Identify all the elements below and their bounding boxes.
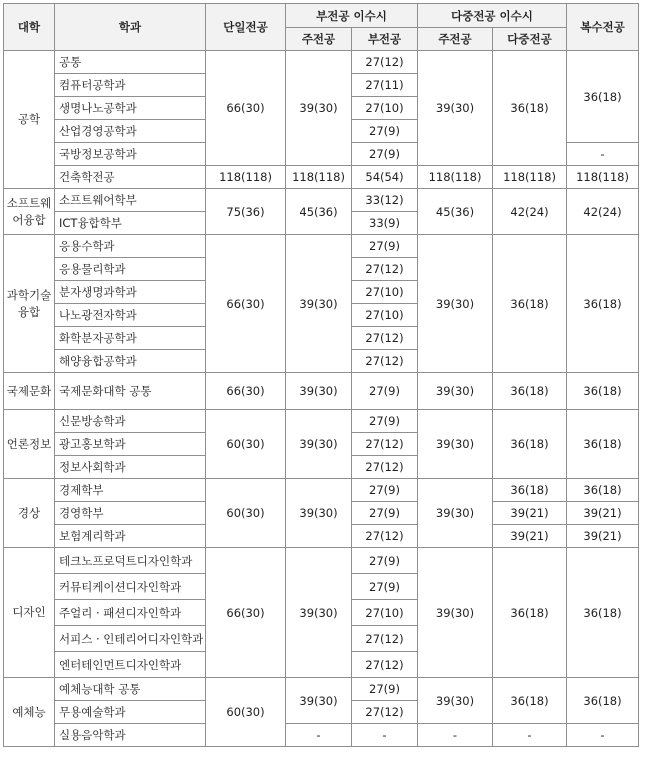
department-cell: 공통: [55, 51, 206, 74]
dual-major-cell: 118(118): [567, 166, 639, 189]
main-major-cell: -: [286, 724, 352, 747]
single-major-cell: 66(30): [206, 235, 286, 373]
header-minor-group: 부전공 이수시: [286, 4, 418, 28]
header-main-major-2: 주전공: [418, 28, 493, 51]
minor-cell: 27(10): [352, 600, 418, 626]
department-cell: 실용음악학과: [55, 724, 206, 747]
university-arts-sports: 예체능: [4, 678, 55, 747]
main-major-cell: 39(30): [286, 548, 352, 678]
department-cell: 국제문화대학 공통: [55, 373, 206, 410]
single-major-cell: 60(30): [206, 479, 286, 548]
double-major-cell: -: [493, 724, 567, 747]
department-cell: 정보사회학과: [55, 456, 206, 479]
single-major-cell: 60(30): [206, 410, 286, 479]
department-cell: 서피스 · 인테리어디자인학과: [55, 626, 206, 652]
department-cell: 광고홍보학과: [55, 433, 206, 456]
minor-cell: 27(11): [352, 74, 418, 97]
minor-cell: 27(12): [352, 327, 418, 350]
minor-cell: 27(9): [352, 143, 418, 166]
header-double-group: 다중전공 이수시: [418, 4, 567, 28]
dual-major-cell: 39(21): [567, 525, 639, 548]
main-major-cell: 39(30): [286, 235, 352, 373]
single-major-cell: 66(30): [206, 373, 286, 410]
header-university: 대학: [4, 4, 55, 51]
minor-cell: 27(9): [352, 548, 418, 574]
department-cell: 국방정보공학과: [55, 143, 206, 166]
department-cell: ICT융합학부: [55, 212, 206, 235]
dual-major-cell: 42(24): [567, 189, 639, 235]
department-cell: 화학분자공학과: [55, 327, 206, 350]
university-software: 소프트웨어융합: [4, 189, 55, 235]
single-major-cell: 118(118): [206, 166, 286, 189]
minor-cell: 27(9): [352, 410, 418, 433]
dual-major-cell: 36(18): [567, 548, 639, 678]
minor-cell: 27(9): [352, 373, 418, 410]
double-major-cell: 36(18): [493, 479, 567, 502]
university-media: 언론정보: [4, 410, 55, 479]
header-minor: 부전공: [352, 28, 418, 51]
single-major-cell: 60(30): [206, 678, 286, 747]
dual-major-cell: 36(18): [567, 373, 639, 410]
minor-cell: 27(12): [352, 258, 418, 281]
main-major-2-cell: 39(30): [418, 410, 493, 479]
department-cell: 응용수학과: [55, 235, 206, 258]
header-double-major: 다중전공: [493, 28, 567, 51]
department-cell: 산업경영공학과: [55, 120, 206, 143]
minor-cell: 27(12): [352, 701, 418, 724]
main-major-2-cell: 39(30): [418, 51, 493, 166]
minor-cell: 33(9): [352, 212, 418, 235]
minor-cell: 33(12): [352, 189, 418, 212]
minor-cell: 27(9): [352, 479, 418, 502]
main-major-cell: 39(30): [286, 373, 352, 410]
header-department: 학과: [55, 4, 206, 51]
minor-cell: 27(9): [352, 574, 418, 600]
university-intl-culture: 국제문화: [4, 373, 55, 410]
department-cell: 응용물리학과: [55, 258, 206, 281]
minor-cell: 27(9): [352, 502, 418, 525]
main-major-2-cell: -: [418, 724, 493, 747]
department-cell: 신문방송학과: [55, 410, 206, 433]
double-major-cell: 118(118): [493, 166, 567, 189]
university-design: 디자인: [4, 548, 55, 678]
department-cell: 경영학부: [55, 502, 206, 525]
department-cell: 보험계리학과: [55, 525, 206, 548]
double-major-cell: 39(21): [493, 502, 567, 525]
department-cell: 건축학전공: [55, 166, 206, 189]
double-major-cell: 36(18): [493, 235, 567, 373]
minor-cell: 27(10): [352, 304, 418, 327]
minor-cell: 27(10): [352, 281, 418, 304]
department-cell: 경제학부: [55, 479, 206, 502]
dual-major-cell: 36(18): [567, 235, 639, 373]
university-business: 경상: [4, 479, 55, 548]
minor-cell: 27(9): [352, 235, 418, 258]
department-cell: 엔터테인먼트디자인학과: [55, 652, 206, 678]
minor-cell: 27(10): [352, 97, 418, 120]
double-major-cell: 39(21): [493, 525, 567, 548]
header-main-major: 주전공: [286, 28, 352, 51]
minor-cell: 27(12): [352, 626, 418, 652]
header-dual-major: 복수전공: [567, 4, 639, 51]
minor-cell: -: [352, 724, 418, 747]
main-major-cell: 118(118): [286, 166, 352, 189]
main-major-cell: 39(30): [286, 479, 352, 548]
department-cell: 무용예술학과: [55, 701, 206, 724]
double-major-cell: 36(18): [493, 373, 567, 410]
main-major-cell: 39(30): [286, 410, 352, 479]
university-engineering: 공학: [4, 51, 55, 189]
main-major-cell: 45(36): [286, 189, 352, 235]
department-cell: 분자생명과학과: [55, 281, 206, 304]
main-major-2-cell: 39(30): [418, 678, 493, 724]
main-major-2-cell: 39(30): [418, 373, 493, 410]
dual-major-cell: 36(18): [567, 51, 639, 143]
double-major-cell: 42(24): [493, 189, 567, 235]
double-major-cell: 36(18): [493, 678, 567, 724]
main-major-cell: 39(30): [286, 678, 352, 724]
double-major-cell: 36(18): [493, 548, 567, 678]
minor-cell: 27(12): [352, 525, 418, 548]
department-cell: 테크노프로덕트디자인학과: [55, 548, 206, 574]
main-major-2-cell: 39(30): [418, 548, 493, 678]
department-cell: 주얼리 · 패션디자인학과: [55, 600, 206, 626]
main-major-cell: 39(30): [286, 51, 352, 166]
main-major-2-cell: 39(30): [418, 235, 493, 373]
department-cell: 컴퓨터공학과: [55, 74, 206, 97]
department-cell: 해양융합공학과: [55, 350, 206, 373]
minor-cell: 27(9): [352, 678, 418, 701]
dual-major-cell: 39(21): [567, 502, 639, 525]
minor-cell: 27(12): [352, 51, 418, 74]
minor-cell: 27(12): [352, 652, 418, 678]
minor-cell: 27(9): [352, 120, 418, 143]
department-cell: 커뮤티케이션디자인학과: [55, 574, 206, 600]
department-cell: 생명나노공학과: [55, 97, 206, 120]
minor-cell: 54(54): [352, 166, 418, 189]
department-cell: 예체능대학 공통: [55, 678, 206, 701]
dual-major-cell: -: [567, 724, 639, 747]
main-major-2-cell: 118(118): [418, 166, 493, 189]
single-major-cell: 66(30): [206, 548, 286, 678]
department-cell: 나노광전자학과: [55, 304, 206, 327]
main-major-2-cell: 45(36): [418, 189, 493, 235]
minor-cell: 27(12): [352, 456, 418, 479]
minor-cell: 27(12): [352, 433, 418, 456]
single-major-cell: 75(36): [206, 189, 286, 235]
double-major-cell: 36(18): [493, 51, 567, 166]
header-single-major: 단일전공: [206, 4, 286, 51]
dual-major-cell: 36(18): [567, 479, 639, 502]
department-cell: 소프트웨어학부: [55, 189, 206, 212]
double-major-cell: 36(18): [493, 410, 567, 479]
main-major-2-cell: 39(30): [418, 479, 493, 548]
single-major-cell: 66(30): [206, 51, 286, 166]
university-science-tech: 과학기술융합: [4, 235, 55, 373]
dual-major-cell: 36(18): [567, 678, 639, 724]
dual-major-cell: -: [567, 143, 639, 166]
dual-major-cell: 36(18): [567, 410, 639, 479]
minor-cell: 27(12): [352, 350, 418, 373]
major-credits-table: [3, 3, 639, 747]
